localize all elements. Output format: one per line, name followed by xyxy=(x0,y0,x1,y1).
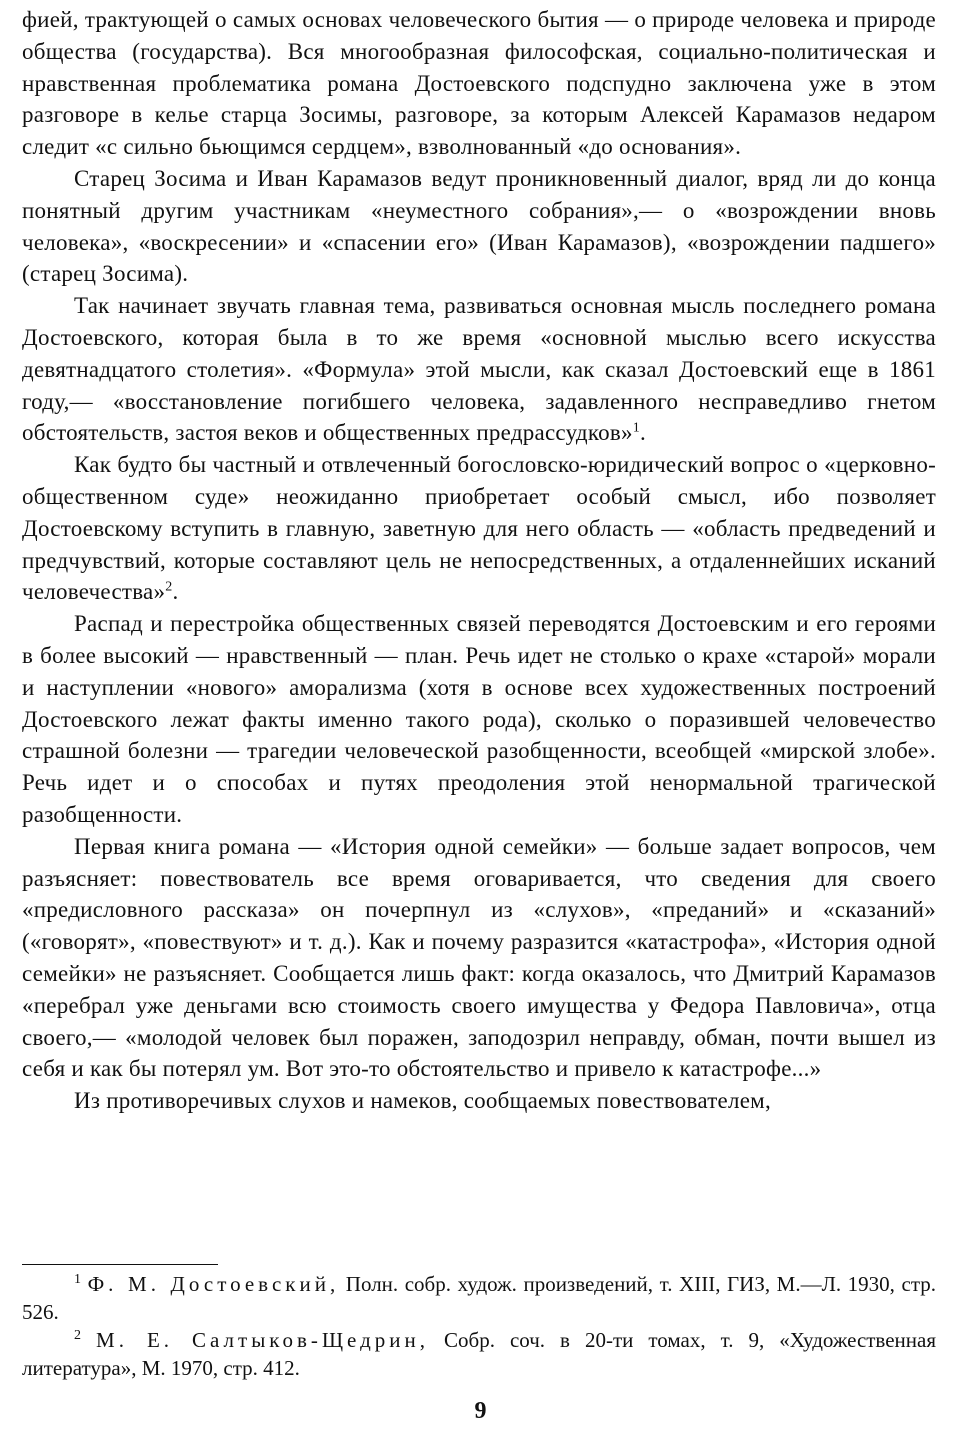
footnote-1-author: Ф. М. Достоевский, xyxy=(87,1272,340,1296)
footnote-2 xyxy=(22,1326,936,1382)
paragraph-6-text: Первая книга романа — «История одной семейки» — больше задает вопросов, чем разъясняет: повествователь все время оговаривается, что сведения для своего «предисловного рассказа» он почерпнул из «слухов», «преданий» и «сказаний» («говорят», «повествуют» и т. д.). Как и почему разразится «катастрофа», «История одной семейки» не разъясняет. Сообщается лишь факт: когда оказалось, что Дмитрий Карамазов «перебрал уже деньгами всю стоимость своего имущества у Федора Павловича», отца своего,— «молодой человек был поражен, заподозрил неправду, обман, почти вышел из себя и как бы потерял ум. Вот это-то обстоятельство и привело к катастрофе...» xyxy=(22,833,936,1082)
footnote-divider xyxy=(22,1264,218,1265)
footnote-1 xyxy=(22,1270,936,1326)
footnote-1-mark: 1 xyxy=(74,1272,81,1287)
paragraph-6 xyxy=(22,831,936,1085)
footnote-mark-1: 1 xyxy=(632,420,640,436)
paragraph-2 xyxy=(22,163,936,290)
paragraph-7-text: Из противоречивых слухов и намеков, сообщаемых повествователем, xyxy=(74,1088,771,1114)
footnotes xyxy=(22,1270,936,1382)
paragraph-4-text: Как будто бы частный и отвлеченный богословско-юридический вопрос о «церковно-общественном суде» неожиданно приобретает особый смысл, ибо позволяет Достоевскому вступить в главную, заветную для него область — «область предведений и предчувствий, которые составляют цель не непосредственных, а отдаленнейших исканий человечества» xyxy=(22,452,936,605)
footnote-1-text: Полн. собр. худож. произведений, т. XIII, ГИЗ, М.—Л. 1930, стр. 526. xyxy=(22,1272,937,1324)
footnote-2-author: М. Е. Салтыков-Щедрин, xyxy=(96,1328,429,1352)
paragraph-3: Так начинает звучать главная тема, развиваться основная мысль последнего романа Достоевского, которая была в то же время «основной мыслью всего искусства девятнадцатого столетия». «Формула» этой мысли, как сказал Достоевский еще в 1861 году,— «восстановление погибшего человека, задавленного несправедливо гнетом обстоятельств, застоя веков и общественных предрассудков»$^1$. xyxy=(22,293,936,446)
footnote-mark-2: 2 xyxy=(165,579,173,595)
paragraph-1 xyxy=(22,4,936,163)
paragraph-7 xyxy=(22,1085,936,1117)
paragraph-4: Как будто бы частный и отвлеченный богословско-юридический вопрос о «церковно-общественном суде» неожиданно приобретает особый смысл, ибо позволяет Достоевскому вступить в главную, заветную для него область — «область предведений и предчувствий, которые составляют цель не непосредственных, а отдаленнейших исканий человечества»$^2$. xyxy=(22,452,936,605)
body-text xyxy=(22,4,936,1117)
paragraph-3-text: Так начинает звучать главная тема, развиваться основная мысль последнего романа Достоевского, которая была в то же время «основной мыслью всего искусства девятнадцатого столетия». «Формула» этой мысли, как сказал Достоевский еще в 1861 году,— «восстановление погибшего человека, задавленного несправедливо гнетом обстоятельств, застоя веков и общественных предрассудков» xyxy=(22,293,936,446)
page-number: 9 xyxy=(474,1398,487,1424)
paragraph-5 xyxy=(22,608,936,831)
paragraph-1-text: фией, трактующей о самых основах человеческого бытия — о природе человека и природе общества (государства). Вся многообразная философская, социально-политическая и нравственная проблематика романа Достоевского подспудно заключена уже в этом разговоре в келье старца Зосимы, разговоре, за которым Алексей Карамазов недаром следит «с сильно бьющимся сердцем», взволнованный «до основания». xyxy=(22,7,936,160)
paragraph-5-text: Распад и перестройка общественных связей переводятся Достоевским и его героями в более высокий — нравственный — план. Речь идет не столько о крахе «старой» морали и наступлении «нового» аморализма (хотя в основе всех художественных построений Достоевского лежат факты именно такого рода), сколько о поразившей человечество страшной болезни — трагедии человеческой разобщенности, всеобщей «мирской злобе». Речь идет и о способах и путях преодоления этой ненормальной трагической разобщенности. xyxy=(22,611,936,827)
paragraph-2-text: Старец Зосима и Иван Карамазов ведут проникновенный диалог, вряд ли до конца понятный другим участникам «неуместного собрания»,— о «возрождении вновь человека», «воскресении» и «спасении его» (Иван Карамазов), «возрождении падшего» (старец Зосима). xyxy=(22,165,936,287)
footnote-2-mark: 2 xyxy=(74,1328,81,1343)
footnote-2-text: Собр. соч. в 20-ти томах, т. 9, «Художественная литература», М. 1970, стр. 412. xyxy=(22,1328,937,1380)
